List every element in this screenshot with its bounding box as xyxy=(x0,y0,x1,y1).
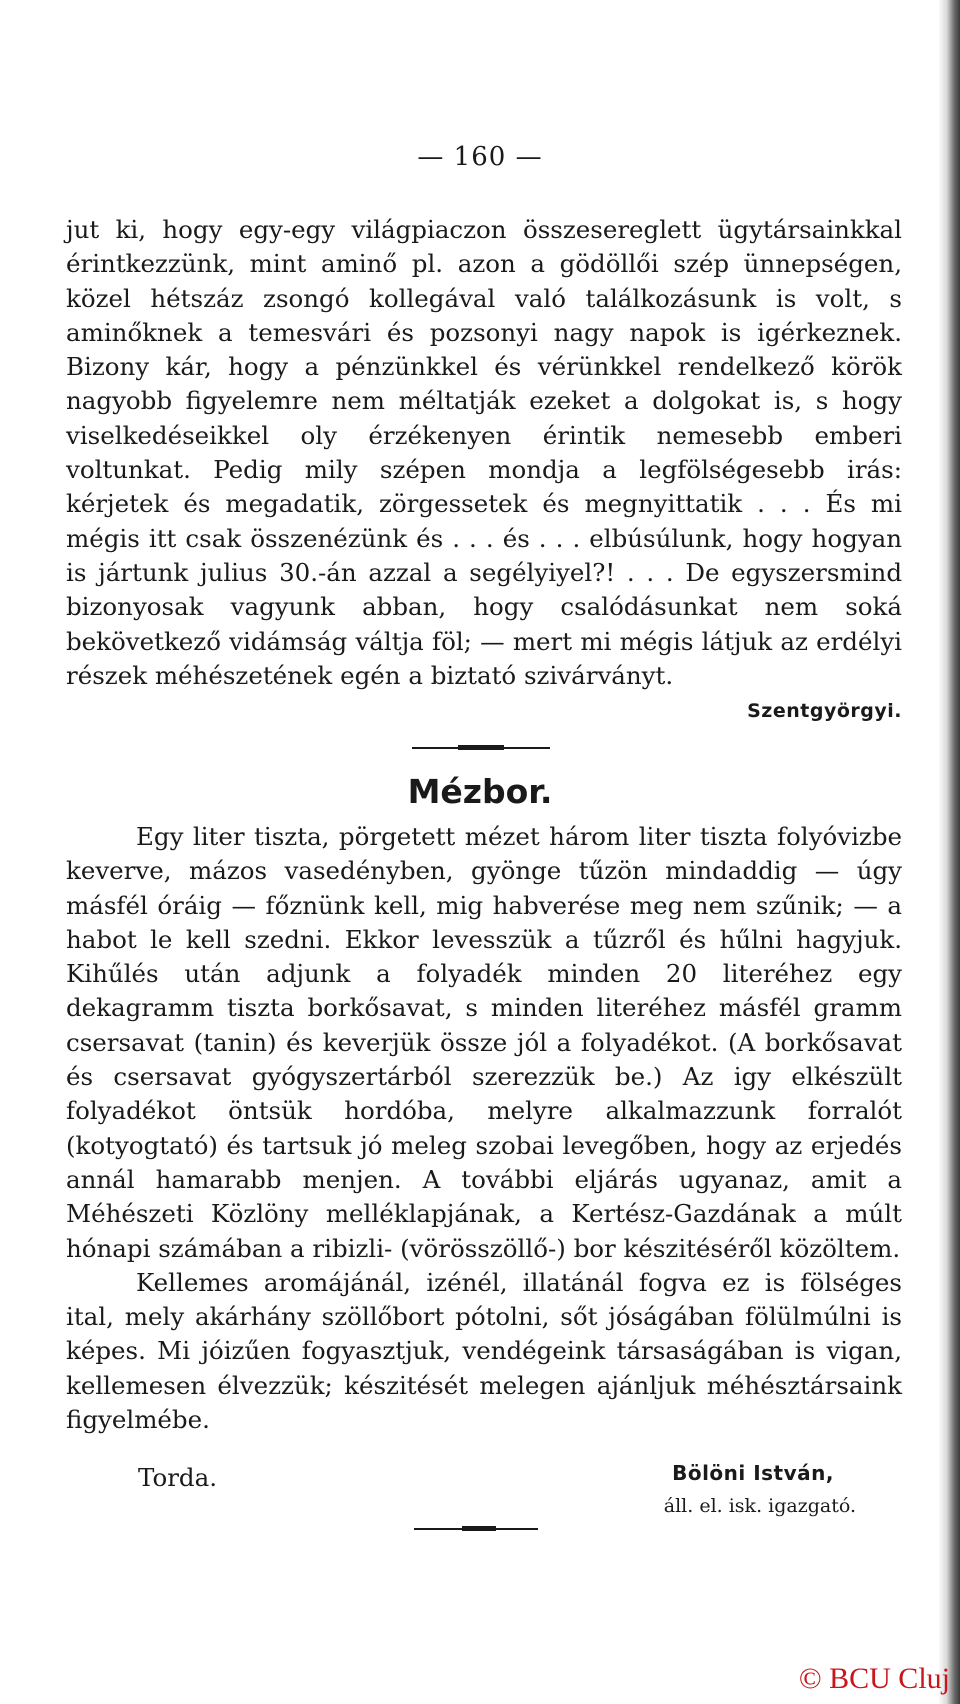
page-number: — 160 — xyxy=(417,142,543,172)
section-title: Mézbor. xyxy=(407,772,553,811)
library-watermark: © BCU Cluj xyxy=(798,1662,950,1695)
page-edge-shadow xyxy=(938,0,960,1704)
recipe-paragraph-2: Kellemes aromájánál, izénél, illatánál fogva ez is fölséges ital, mely akárhány szöllőbort pótolni, sőt jóságában fölülmúlni is képes. Mi jóizűen fogyasztjuk, vendégeink társaságában is vigan, kellemesen élvezzük; készitését melegen ajánljuk méhésztársaink figyelmébe. xyxy=(66,1267,902,1435)
article-signature: Szentgyörgyi. xyxy=(747,700,902,722)
author-role: áll. el. isk. igazgató. xyxy=(663,1495,856,1517)
article-paragraph: jut ki, hogy egy-egy világpiaczon összesereglett ügytársainkkal érintkezzünk, mint aminő pl. azon a gödöllői szép ünnepségen, közel hétszáz zsongó kollegával való találkozásunk is volt, s aminőknek a temesvári és pozsonyi nagy napok is igérkeznek. Bizony kár, hogy a pénzünkkel és vérünkkel rendelkező körök nagyobb figyelemre nem méltatják ezeket a dolgokat is, s hogy viselkedéseikkel oly érzékenyen érintik nemesebb emberi voltunkat. Pedig mily szépen mondja a legfölségesebb irás: kérjetek és megadatik, zörgessetek és megnyittatik . . . És mi mégis itt csak összenézünk és . . . és . . . elbúsúlunk, hogy hogyan is jártunk julius 30.-án azzal a segélyiyel?! . . . De egyszersmind bizonyosak vagyunk abban, hogy csalódásunkat nem soká bekövetkező vidámság váltja föl; — mert mi mégis látjuk az erdélyi részek méhészetének egén a biztató szivárványt. xyxy=(66,215,902,690)
place-name: Torda. xyxy=(138,1463,217,1492)
section-divider xyxy=(0,744,960,752)
recipe-body xyxy=(66,820,902,1437)
end-divider xyxy=(0,1525,960,1533)
author-name: Bölöni István, xyxy=(672,1461,834,1485)
recipe-paragraph-1: Egy liter tiszta, pörgetett mézet három liter tiszta folyóvizbe keverve, mázos vasedényben, gyönge tűzön mindaddig — úgy másfél óráig — főznünk kell, mig habverése meg nem szűnik; — a habot le kell szedni. Ekkor levesszük a tűzről és hűlni hagyjuk. Kihűlés után adjunk a folyadék minden 20 literéhez egy dekagramm tiszta borkősavat, s minden literéhez másfél gramm csersavat (tanin) és keverjük össze jól a folyadékot. (A borkősavat és csersavat gyógyszertárból szerezzük be.) Az igy elkészült folyadékot öntsük hordóba, melyre alkalmazzunk forralót (kotyogtató) és tartsuk jó meleg szobai levegőben, hogy az erjedés annál hamarabb menjen. A további eljárás ugyanaz, amit a Méhészeti Közlöny melléklapjának, a Kertész-Gazdának a múlt hónapi számában a ribizli- (vörösszöllő-) bor készitéséről közöltem. xyxy=(66,822,902,1263)
article-continuation xyxy=(66,213,902,693)
